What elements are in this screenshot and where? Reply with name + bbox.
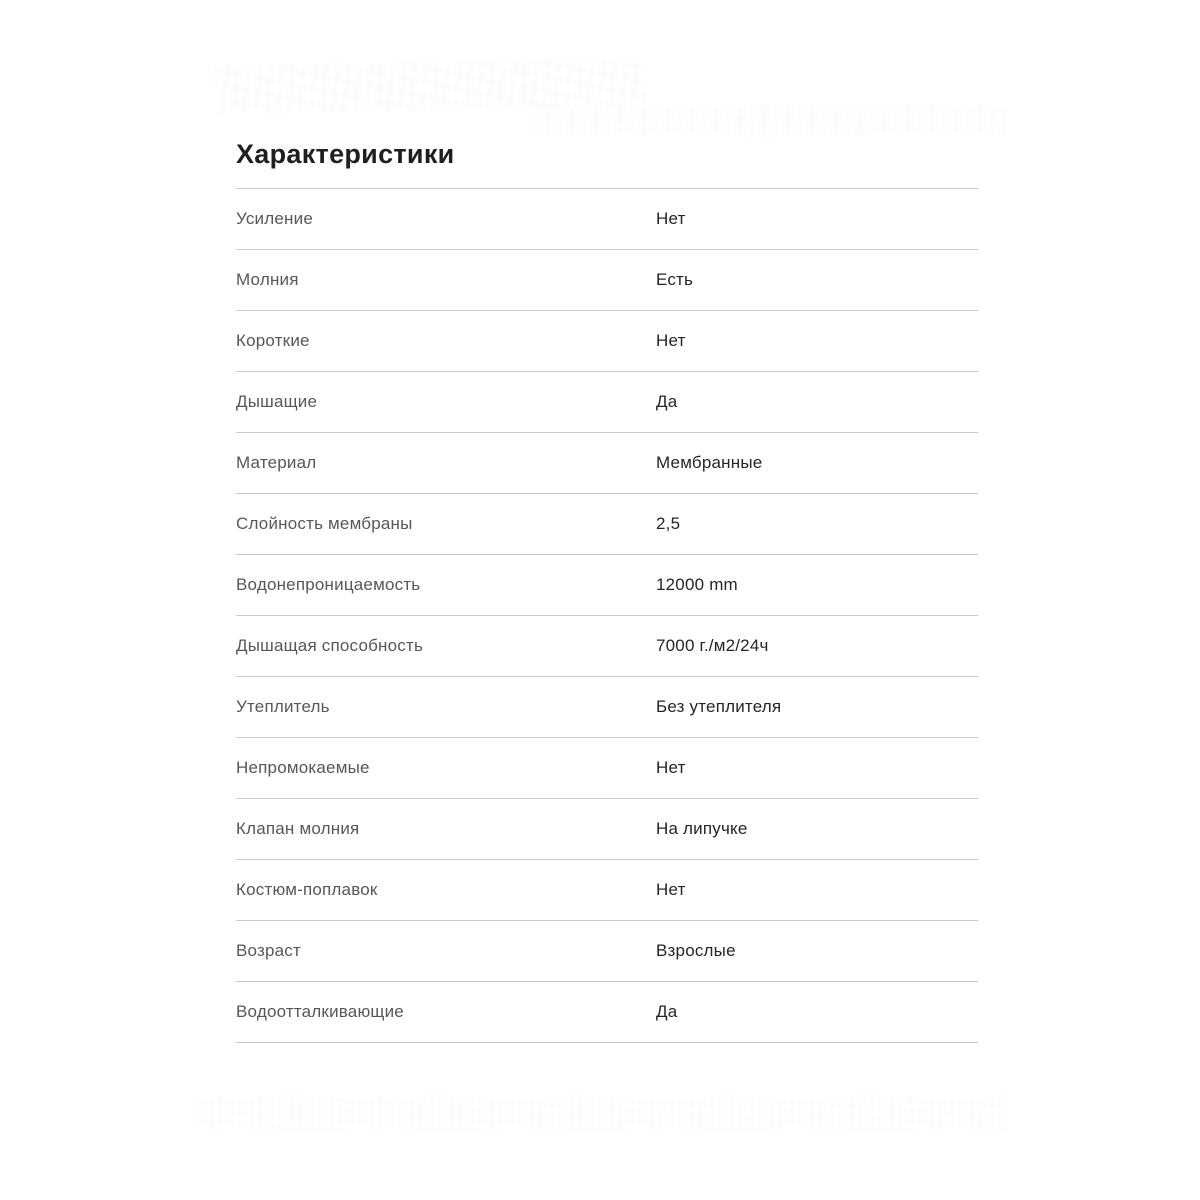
spec-label: Усиление (236, 209, 313, 228)
spec-row (236, 433, 978, 494)
spec-value: Без утеплителя (656, 697, 782, 716)
spec-label: Материал (236, 453, 317, 472)
spec-label: Возраст (236, 941, 301, 960)
spec-label: Дышащая способность (236, 636, 424, 655)
spec-row (236, 677, 978, 738)
spec-label: Костюм-поплавок (236, 880, 378, 899)
spec-row (236, 799, 978, 860)
spec-label: Водонепроницаемость (236, 575, 421, 594)
spec-label: Непромокаемые (236, 758, 370, 777)
spec-row (236, 921, 978, 982)
spec-value: 12000 mm (656, 575, 738, 594)
spec-value: 7000 г./м2/24ч (656, 636, 769, 655)
spec-label: Короткие (236, 331, 310, 350)
spec-value: Нет (656, 331, 686, 350)
spec-row (236, 250, 978, 311)
spec-value: Взрослые (656, 941, 736, 960)
spec-label: Слойность мембраны (236, 514, 413, 533)
spec-value: 2,5 (656, 514, 681, 533)
spec-row (236, 860, 978, 921)
watermark-noise-top-left (215, 58, 646, 113)
spec-row (236, 494, 978, 555)
specs-section (236, 138, 978, 1043)
spec-row (236, 982, 978, 1043)
spec-value: Нет (656, 209, 686, 228)
spec-value: Нет (656, 758, 686, 777)
spec-label: Водоотталкивающие (236, 1002, 404, 1021)
spec-value: Мембранные (656, 453, 763, 472)
section-title: Характеристики (236, 139, 455, 169)
spec-label: Дышащие (236, 392, 318, 411)
spec-label: Клапан молния (236, 819, 360, 838)
spec-value: Да (656, 392, 678, 411)
watermark-noise-top-right (535, 106, 1005, 136)
spec-row (236, 311, 978, 372)
spec-row (236, 616, 978, 677)
spec-row (236, 555, 978, 616)
spec-label: Утеплитель (236, 697, 330, 716)
spec-value: На липучке (656, 819, 748, 838)
spec-label: Молния (236, 270, 299, 289)
spec-value: Да (656, 1002, 678, 1021)
watermark-noise-bottom (200, 1096, 1010, 1130)
spec-value: Нет (656, 880, 686, 899)
specs-table (236, 188, 978, 1043)
spec-row (236, 372, 978, 433)
spec-value: Есть (656, 270, 694, 289)
spec-row (236, 189, 978, 250)
spec-row (236, 738, 978, 799)
